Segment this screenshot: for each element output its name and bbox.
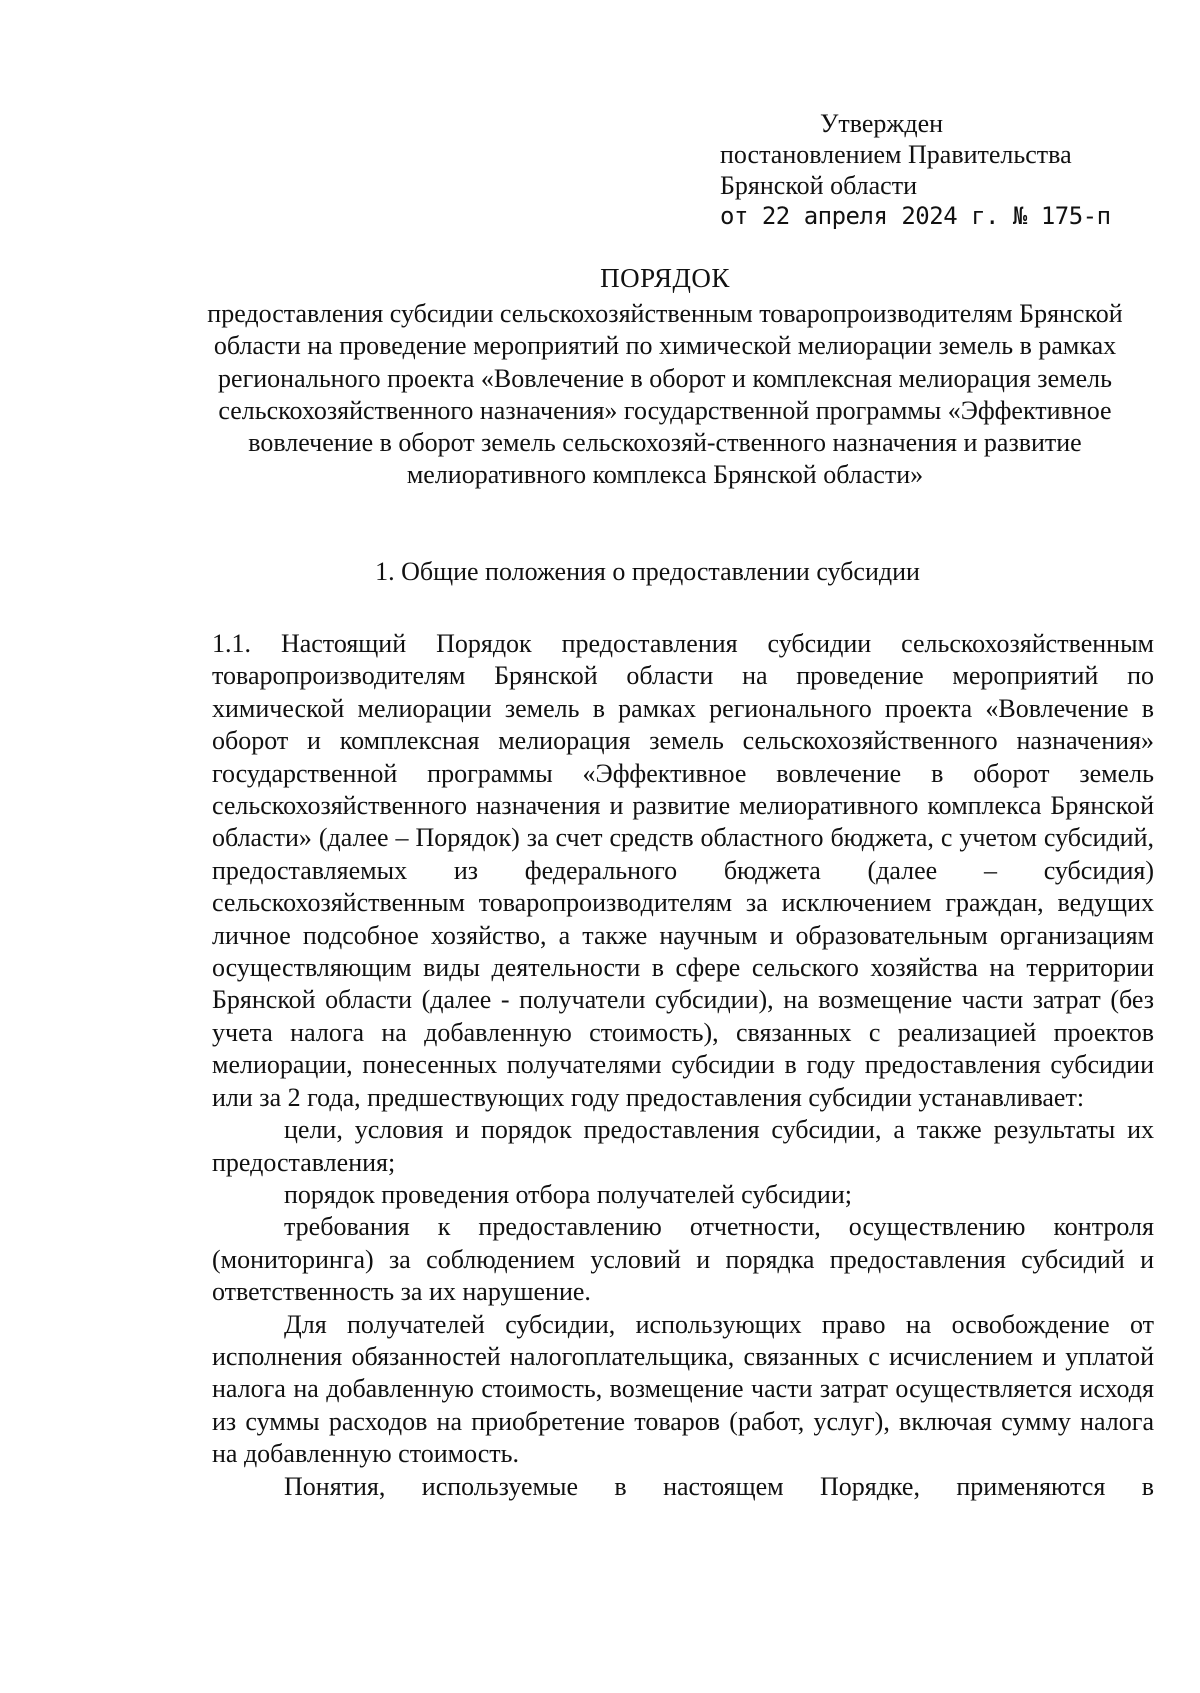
paragraph-reporting-requirements: требования к предоставлению отчетности, осуществлению контроля (мониторинга) за соблюдением условий и порядка предоставления субсидий и ответственность за их нарушение. xyxy=(212,1212,1154,1307)
approval-line-approved: Утвержден xyxy=(820,109,944,138)
approval-line-region: Брянской области xyxy=(720,171,917,200)
paragraph-terms: Понятия, используемые в настоящем Порядке, применяются в xyxy=(284,1471,1154,1501)
paragraph-goals: цели, условия и порядок предоставления субсидии, а также результаты их предоставления; xyxy=(212,1115,1154,1177)
paragraph-selection-procedure: порядок проведения отбора получателей субсидии; xyxy=(284,1179,852,1209)
document-body xyxy=(212,628,1154,1503)
document-title: ПОРЯДОК xyxy=(600,263,730,293)
approval-line-resolution: постановлением Правительства xyxy=(720,140,1072,169)
approval-stamp-block xyxy=(720,108,1160,232)
approval-line-date-number: от 22 апреля 2024 г. № 175-п xyxy=(720,202,1111,230)
section-heading: 1. Общие положения о предоставлении субсидии xyxy=(375,557,920,586)
document-subtitle: предоставления субсидии сельскохозяйственным товаропроизводителям Брянской области на проведение мероприятий по химической мелиорации земель в рамках регионального проекта «Вовлечение в оборот и комплексная мелиорация земель сельскохозяйственного назначения» государственной программы «Эффективное вовлечение в оборот земель сельскохозяй-ственного назначения и развитие мелиоративного комплекса Брянской области» xyxy=(207,299,1123,490)
paragraph-vat-exempt: Для получателей субсидии, использующих право на освобождение от исполнения обязанностей налогоплательщика, связанных с исчислением и уплатой налога на добавленную стоимость, возмещение части затрат осуществляется исходя из суммы расходов на приобретение товаров (работ, услуг), включая сумму налога на добавленную стоимость. xyxy=(212,1309,1154,1469)
paragraph-1-1: 1.1. Настоящий Порядок предоставления субсидии сельскохозяйственным товаропроизводителям Брянской области на проведение мероприятий по химической мелиорации земель в рамках регионального проекта «Вовлечение в оборот и комплексная мелиорация земель сельскохозяйственного назначения» государственной программы «Эффективное вовлечение в оборот земель сельскохозяйственного назначения и развитие мелиоративного комплекса Брянской области» (далее – Порядок) за счет средств областного бюджета, с учетом субсидий, предоставляемых из федерального бюджета (далее – субсидия) сельскохозяйственным товаропроизводителям за исключением граждан, ведущих личное подсобное хозяйство, а также научным и образовательным организациям осуществляющим виды деятельности в сфере сельского хозяйства на территории Брянской области (далее - получатели субсидии), на возмещение части затрат (без учета налога на добавленную стоимость), связанных с реализацией проектов мелиорации, понесенных получателями субсидии в году предоставления субсидии или за 2 года, предшествующих году предоставления субсидии устанавливает: xyxy=(212,629,1154,1112)
